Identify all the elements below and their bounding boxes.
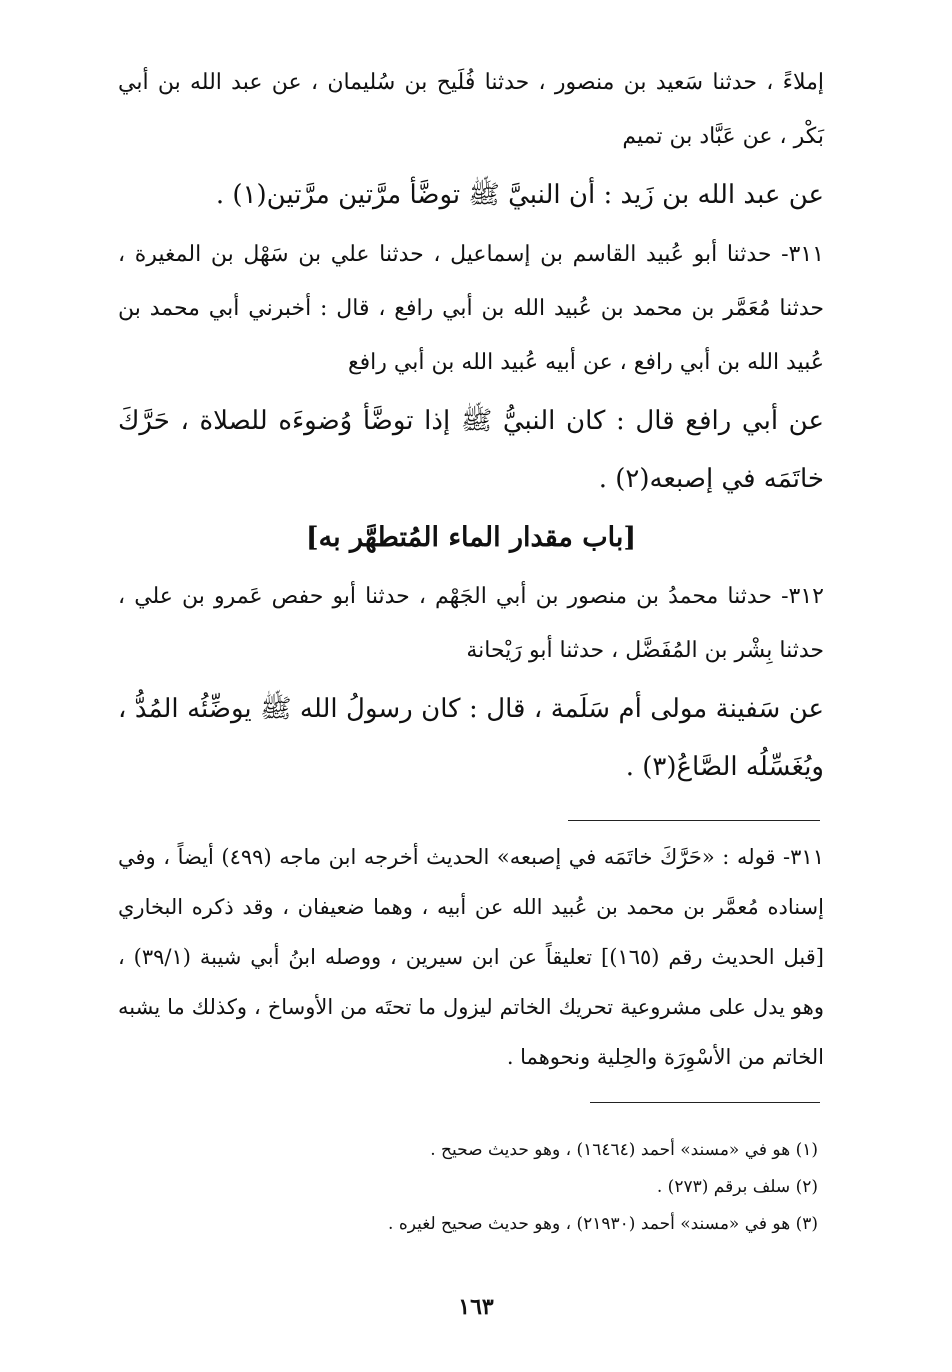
footnote-separator — [590, 1102, 820, 1103]
isnad-paragraph-3: ٣١٢- حدثنا محمدُ بن منصور بن أبي الجَهْم ، حدثنا أبو حفص عَمرو بن علي ، حدثنا بِشْر بن المُفَضَّل ، حدثنا أبو رَيْحانة — [118, 584, 824, 663]
hadith-text-paragraph-2: عن أبي رافع قال : كان النبيُّ ﷺ إذا توضَّأ وُضوءَه للصلاة ، حَرَّكَ خاتَمَه في إصبعه(٢) . — [118, 406, 824, 494]
hadith-text-paragraph-1: عن عبد الله بن زَيد : أن النبيَّ ﷺ توضَّأ مرَّتين مرَّتين(١) . — [215, 180, 824, 210]
footnote-1: (١) هو في «مسند» أحمد (١٦٤٦٤) ، وهو حديث صحيح . — [430, 1140, 818, 1160]
page-number: ١٦٣ — [458, 1294, 494, 1320]
commentary-separator — [568, 820, 820, 821]
footnote-2: (٢) سلف برقم (٢٧٣) . — [656, 1177, 818, 1197]
footnotes-list — [118, 1132, 818, 1243]
hadith-text-paragraph-3: عن سَفينة مولى أم سَلَمة ، قال : كان رسولُ الله ﷺ يوضِّئُه المُدُّ ، ويُغَسِّلُه الصَّاعُ(٣) . — [118, 694, 824, 782]
footnote-3: (٣) هو في «مسند» أحمد (٢١٩٣٠) ، وهو حديث صحيح لغيره . — [388, 1214, 818, 1234]
isnad-paragraph-1: إملاءً ، حدثنا سَعيد بن منصور ، حدثنا فُلَيح بن سُليمان ، عن عبد الله بن أبي بَكْر ، عن عَبَّاد بن تميم — [118, 70, 824, 149]
chapter-heading: [باب مقدار الماء المُتطهَّر به] — [305, 522, 637, 553]
commentary-paragraph: ٣١١- قوله : «حَرَّكَ خاتَمَه في إصبعه» الحديث أخرجه ابن ماجه (٤٩٩) أيضاً ، وفي إسناده مُعمَّر بن محمد بن عُبيد الله عن أبيه ، وهما ضعيفان ، وقد ذكره البخاري [قبل الحديث رقم (١٦٥)] تعليقاً عن ابن سيرين ، ووصله ابنُ أبي شيبة (٣٩/١) ، وهو يدل على مشروعية تحريك الخاتم ليزول ما تحتَه من الأوساخ ، وكذلك ما يشبه الخاتم من الأسْوِرَة والحِلية ونحوهما . — [118, 845, 824, 1069]
isnad-paragraph-2: ٣١١- حدثنا أبو عُبيد القاسم بن إسماعيل ، حدثنا علي بن سَهْل بن المغيرة ، حدثنا مُعَمَّر بن محمد بن عُبيد الله بن أبي رافع ، قال : أخبرني أبي محمد بن عُبيد الله بن أبي رافع ، عن أبيه عُبيد الله بن أبي رافع — [118, 242, 824, 375]
